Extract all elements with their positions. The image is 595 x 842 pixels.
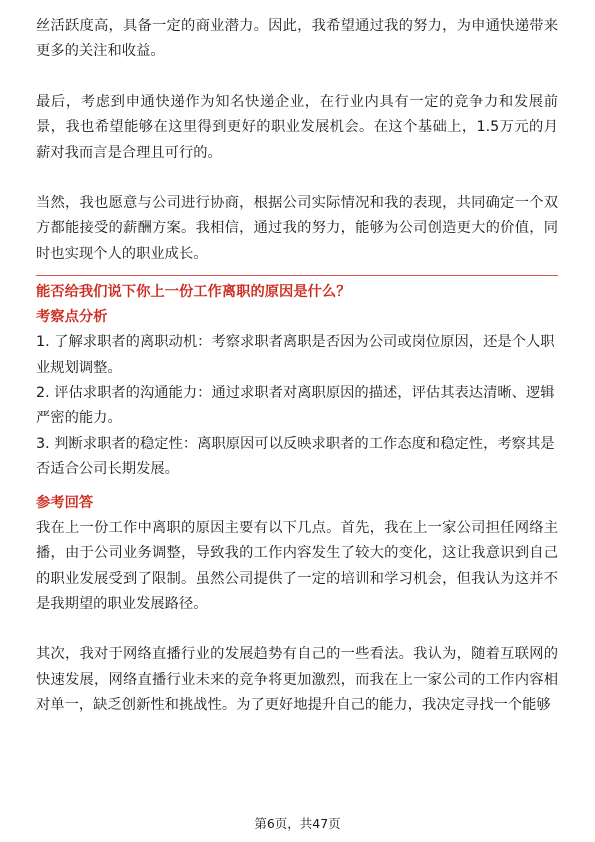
intro-paragraph-3: 当然，我也愿意与公司进行协商，根据公司实际情况和我的表现，共同确定一个双方都能接受的薪酬方案。我相信，通过我的努力，能够为公司创造更大的价值，同时也实现个人的职业成长。 — [36, 195, 558, 262]
paragraph-gap — [36, 166, 558, 191]
answer-paragraph-2: 其次，我对于网络直播行业的发展趋势有自己的一些看法。我认为，随着互联网的快速发展，网络直播行业未来的竞争将更加激烈，而我在上一家公司的工作内容相对单一，缺乏创新性和挑战性。为了更好地提升自己的能力，我决定寻找一个能够 — [36, 646, 558, 714]
interview-question: 能否给我们说下你上一份工作离职的原因是什么？ — [36, 284, 351, 301]
page-number-footer: 第6页，共47页 — [254, 816, 341, 831]
analysis-title: 考察点分析 — [36, 309, 108, 326]
intro-paragraph-1: 丝活跃度高，具备一定的商业潜力。因此，我希望通过我的努力，为申通快递带来更多的关注和收益。 — [36, 18, 558, 60]
answer-title: 参考回答 — [36, 494, 94, 511]
paragraph-gap — [36, 617, 558, 642]
paragraph-gap — [36, 65, 558, 90]
section-divider — [36, 275, 558, 276]
intro-paragraph-2: 最后，考虑到申通快递作为知名快递企业，在行业内具有一定的竞争力和发展前景，我也希望能够在这里得到更好的职业发展机会。在这个基础上，1.5万元的月薪对我而言是合理且可行的。 — [36, 93, 558, 161]
document-page — [36, 14, 558, 719]
answer-paragraph-1: 我在上一份工作中离职的原因主要有以下几点。首先，我在上一家公司担任网络主播，由于公司业务调整，导致我的工作内容发生了较大的变化，这让我意识到自己的职业发展受到了限制。虽然公司提供了一定的培训和学习机会，但我认为这并不是我期望的职业发展路径。 — [36, 519, 558, 612]
analysis-item-2: 2. 评估求职者的沟通能力：通过求职者对离职原因的描述，评估其表达清晰、逻辑严密的能力。 — [36, 385, 555, 427]
analysis-item-1: 1. 了解求职者的离职动机：考察求职者离职是否因为公司或岗位原因，还是个人职业规划调整。 — [36, 334, 555, 376]
section-gap — [36, 483, 558, 491]
analysis-item-3: 3. 判断求职者的稳定性：离职原因可以反映求职者的工作态度和稳定性，考察其是否适合公司长期发展。 — [36, 435, 555, 478]
